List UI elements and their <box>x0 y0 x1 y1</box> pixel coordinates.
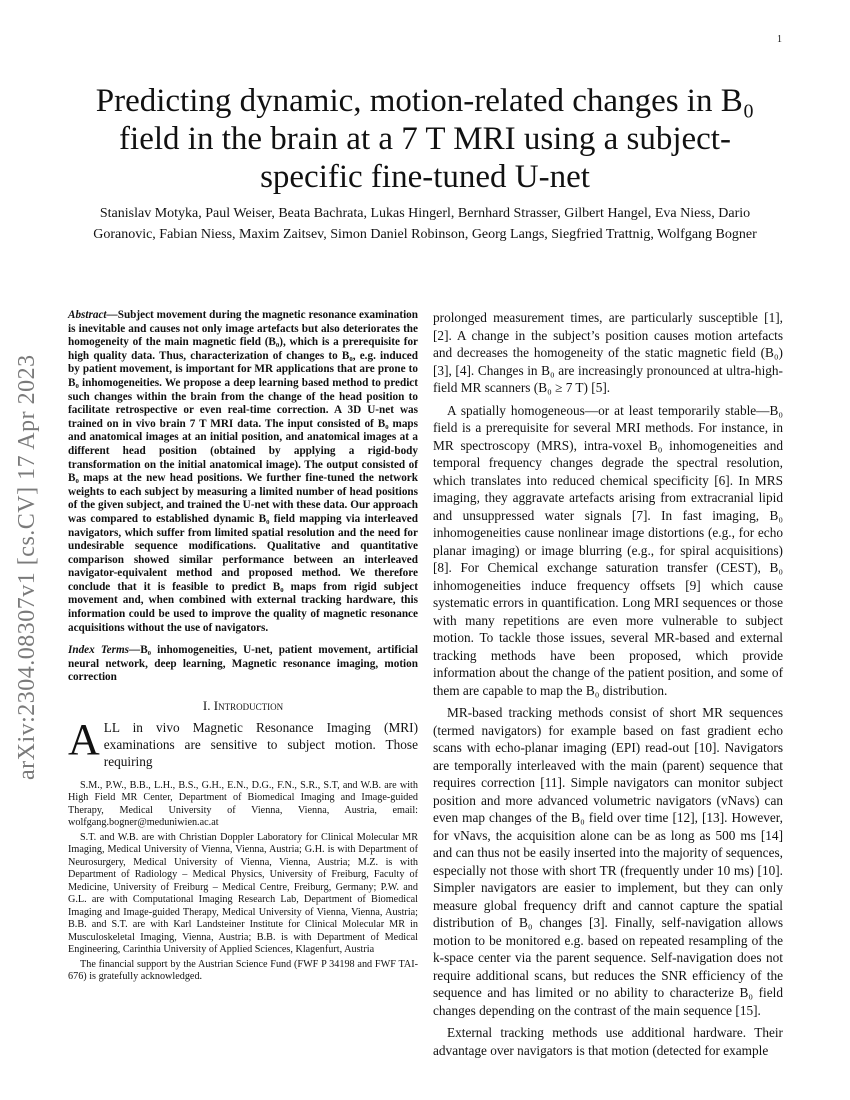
author-list: Stanislav Motyka, Paul Weiser, Beata Bachrata, Lukas Hingerl, Bernhard Strasser, Gilbert Hangel, Eva Niess, Dario Goranovic, Fabian Niess, Maxim Zaitsev, Simon Daniel Robinson, Georg Langs, Siegfried Trattnig, Wolfgang Bogner <box>93 206 757 242</box>
abstract-label: Abstract— <box>68 309 118 321</box>
body-paragraph: prolonged measurement times, are particularly susceptible [1], [2]. A change in the subject’s position causes motion artefacts and decreases the homogeneity of the static magnetic field (B₀) [3], [4]. Changes in B₀ are increasingly pronounced at ultra-high-field MR scanners (B₀ ≥ 7 T) [5]. <box>433 310 783 395</box>
index-terms-text: B₀ inhomogeneities, U-net, patient movement, artificial neural network, deep learning, Magnetic resonance imaging, motion correction <box>68 644 418 684</box>
body-paragraph: A spatially homogeneous—or at least temporarily stable—B₀ field is a prerequisite for several MRI methods. For instance, in MR spectroscopy (MRS), intra-voxel B₀ inhomogeneities and temporal frequency changes degrade the spectral resolution, which translates into reduced chemical specificity [6]. In MRS imaging, they aggravate artefacts arising from extracranial lipid and unsuppressed water signals [7]. In fast imaging, B₀ inhomogeneities cause nonlinear image distortions (e.g., for echo planar imaging) or image blurring (e.g., for spiral acquisitions) [8]. For Chemical exchange saturation transfer (CEST), B₀ inhomogeneities induce frequency offsets [9] which cause systematic errors in quantification. Long MRI sequences or those with many repetitions are even more vulnerable to subject motion. To tackle those issues, several MR-based and external tracking methods have been proposed, which provide information about the change of the patient position, and some of them are capable to map the B₀ distribution. <box>433 402 783 698</box>
footnote: S.T. and W.B. are with Christian Doppler Laboratory for Clinical Molecular MR Imaging, Medical University of Vienna, Vienna, Austria; G.H. is with Department of Neurosurgery, Medical University of Vienna, Vienna, Austria; M.Z. is with Department of Radiology – Medical Physics, University of Freiburg, Faculty of Medicine, University of Freiburg – Medical Centre, Freiburg, Germany; P.W. and G.L. are with Computational Imaging Research Lab, Department of Biomedical Imaging and Image-guided Therapy, Medical University of Vienna, Vienna, Austria; B.B. and S.T. are with Karl Landsteiner Institute for Clinical Molecular MR in Musculoskeletal Imaging, Vienna, Austria; B.B. is with Department of Medical Engineering, Carinthia University of Applied Sciences, Klagenfurt, Austria <box>68 831 418 956</box>
index-terms-label: Index Terms— <box>68 644 141 657</box>
body-paragraph: External tracking methods use additional hardware. Their advantage over navigators is that motion (detected for example <box>433 1025 783 1058</box>
intro-text: LL in vivo Magnetic Resonance Imaging (MRI) examinations are sensitive to subject motion. Those requiring <box>103 719 418 769</box>
footnotes <box>68 780 418 984</box>
index-terms <box>68 644 418 685</box>
abstract <box>68 309 418 635</box>
footnote: S.M., P.W., B.B., L.H., B.S., G.H., E.N., D.G., F.N., S.R., S.T, and W.B. are with High Field MR Center, Department of Biomedical Imaging and Image-guided Therapy, Medical University of Vienna, Vienna, Austria, email: wolfgang.bogner@meduniwien.ac.at <box>68 779 418 829</box>
arxiv-stamp-text: arXiv:2304.08307v1 [cs.CV] 17 Apr 2023 <box>14 354 40 780</box>
footnote: The financial support by the Austrian Science Fund (FWF P 34198 and FWF TAI-676) is gratefully acknowledged. <box>68 958 418 983</box>
intro-paragraph <box>68 714 418 770</box>
abstract-text: Subject movement during the magnetic resonance examination is inevitable and causes not only image artefacts but also deteriorates the homogeneity of the main magnetic field (B₀), which is a prerequisite for high quality data. Thus, characterization of changes to B₀, e.g. induced by patient movement, is important for MR applications that are prone to B₀ inhomogeneities. We propose a deep learning based method to predict such changes within the brain from the change of the head position to facilitate retrospective or even real-time correction. A 3D U-net was trained on in vivo brain 7 T MRI data. The input consisted of B₀ maps and anatomical images at an initial position, and anatomical images at a different head position (obtained by applying a rigid-body transformation on the initial anatomical image). The output consisted of B₀ maps at the new head positions. We further fine-tuned the network weights to each subject by measuring a limited number of head positions of the given subject, and trained the U-net with these data. Our approach was compared to established dynamic B₀ field mapping via interleaved navigators, which suffer from limited spatial resolution and the need for undesirable sequence modifications. Qualitative and quantitative comparison showed similar performance between an interleaved navigator-equivalent method and proposed method. We therefore conclude that it is feasible to predict B₀ maps from rigid subject movement and, when combined with external tracking hardware, this information could be used to improve the quality of magnetic resonance acquisitions without the use of navigators. <box>68 309 418 634</box>
section-heading: I. Introduction <box>202 698 284 714</box>
page-number: 1 <box>777 34 782 45</box>
paper-title: Predicting dynamic, motion-related changes in B₀ field in the brain at a 7 T MRI using a subject-specific fine-tuned U-net <box>95 83 755 195</box>
left-column <box>68 309 418 986</box>
right-column <box>433 309 783 1064</box>
body-paragraph: MR-based tracking methods consist of short MR sequences (termed navigators) for example based on fast gradient echo scans with echo-planar imaging (EPI) read-out [10]. Navigators are temporally interleaved with the main (parent) sequence that requires correction [11]. Simple navigators can monitor subject position and more advanced volumetric navigators (vNavs) can even map changes of the B₀ field over time [12], [13]. However, for vNavs, the acquisition alone can be as long as 500 ms [14] and can thus not be easily inserted into the majority of sequences, especially not those with short TR (frequently under 10 ms) [10]. Simpler navigators are easier to implement, but they can only measure global frequency drift and cannot capture the spatial distribution of B₀ changes [3]. Finally, self-navigation allows motion to be monitored e.g. based on repeated resampling of the k-space center via the parent sequence. Self-navigation does not require additional scans, but reduces the SNR efficiency of the sequence and has limited or no ability to characterize B₀ field changes depending on the contrast of the main sequence [15]. <box>433 705 783 1018</box>
dropcap: A <box>68 714 100 764</box>
